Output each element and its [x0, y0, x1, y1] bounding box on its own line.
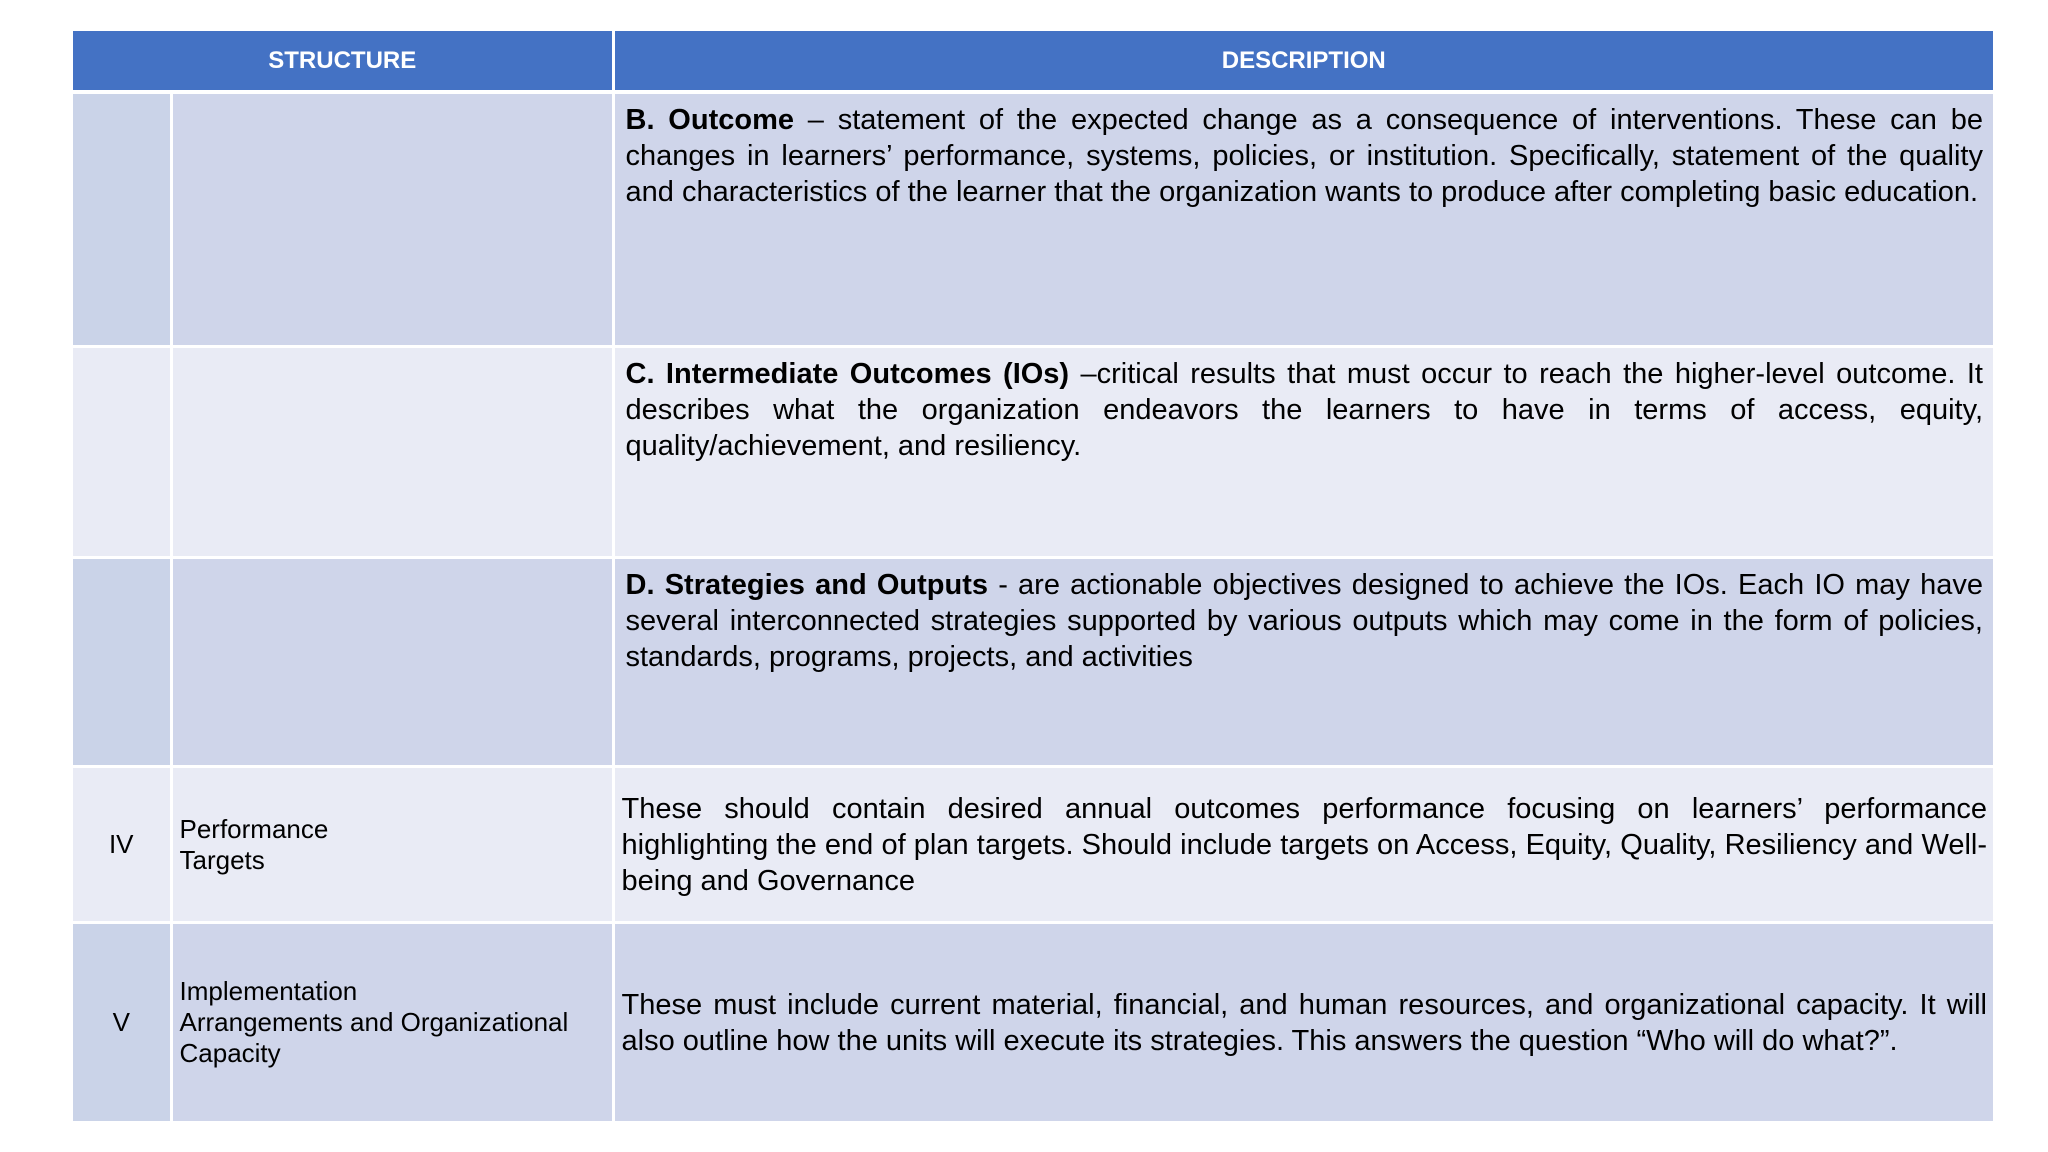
description-lead: D. Strategies and Outputs — [625, 569, 989, 601]
structure-cell — [171, 767, 613, 923]
structure-line: Capacity — [179, 1038, 281, 1068]
table-row — [73, 767, 1993, 923]
description-cell — [613, 347, 1993, 558]
description-text: - are actionable objectives designed to achieve the IOs. Each IO may have several interconnected strategies supported by various outputs which may come in the form of policies, standards, programs, projects, and activities — [625, 569, 1983, 673]
structure-cell — [171, 558, 613, 767]
table-header-row — [73, 31, 1993, 92]
header-description: DESCRIPTION — [613, 31, 1993, 92]
description-text: – statement of the expected change as a consequence of interventions. These can be changes in learners’ performance, systems, policies, or institution. Specifically, statement of the quality and characteristics of the learner that the organization wants to produce after completing basic education. — [625, 104, 1983, 208]
table-row — [73, 347, 1993, 558]
row-number-cell — [73, 347, 171, 558]
row-number-cell — [73, 558, 171, 767]
structure-line: Implementation — [179, 976, 358, 1006]
structure-cell — [171, 92, 613, 347]
description-cell — [613, 558, 1993, 767]
row-number-cell: IV — [73, 767, 171, 923]
structure-line: Arrangements and Organizational — [179, 1007, 569, 1037]
description-cell: These should contain desired annual outcomes performance focusing on learners’ performance highlighting the end of plan targets. Should include targets on Access, Equity, Quality, Resiliency and Well-being and Governance — [613, 767, 1993, 923]
description-cell: These must include current material, financial, and human resources, and organizational capacity. It will also outline how the units will execute its strategies. This answers the question “Who will do what?”. — [613, 923, 1993, 1123]
structure-cell — [171, 347, 613, 558]
row-number-cell — [73, 92, 171, 347]
table-row — [73, 923, 1993, 1123]
header-structure: STRUCTURE — [73, 31, 613, 92]
description-lead: B. Outcome — [625, 104, 794, 136]
description-cell — [613, 92, 1993, 347]
description-lead: C. Intermediate Outcomes (IOs) — [625, 358, 1070, 390]
table-row — [73, 558, 1993, 767]
description-text: –critical results that must occur to reach the higher-level outcome. It describes what the organization endeavors the learners to have in terms of access, equity, quality/achievement, and resiliency. — [625, 358, 1983, 462]
table-row — [73, 92, 1993, 347]
structure-line: Performance — [179, 813, 329, 844]
row-number-cell: V — [73, 923, 171, 1123]
structure-description-table — [73, 31, 1993, 1124]
structure-line: Targets — [179, 844, 265, 875]
structure-cell — [171, 923, 613, 1123]
